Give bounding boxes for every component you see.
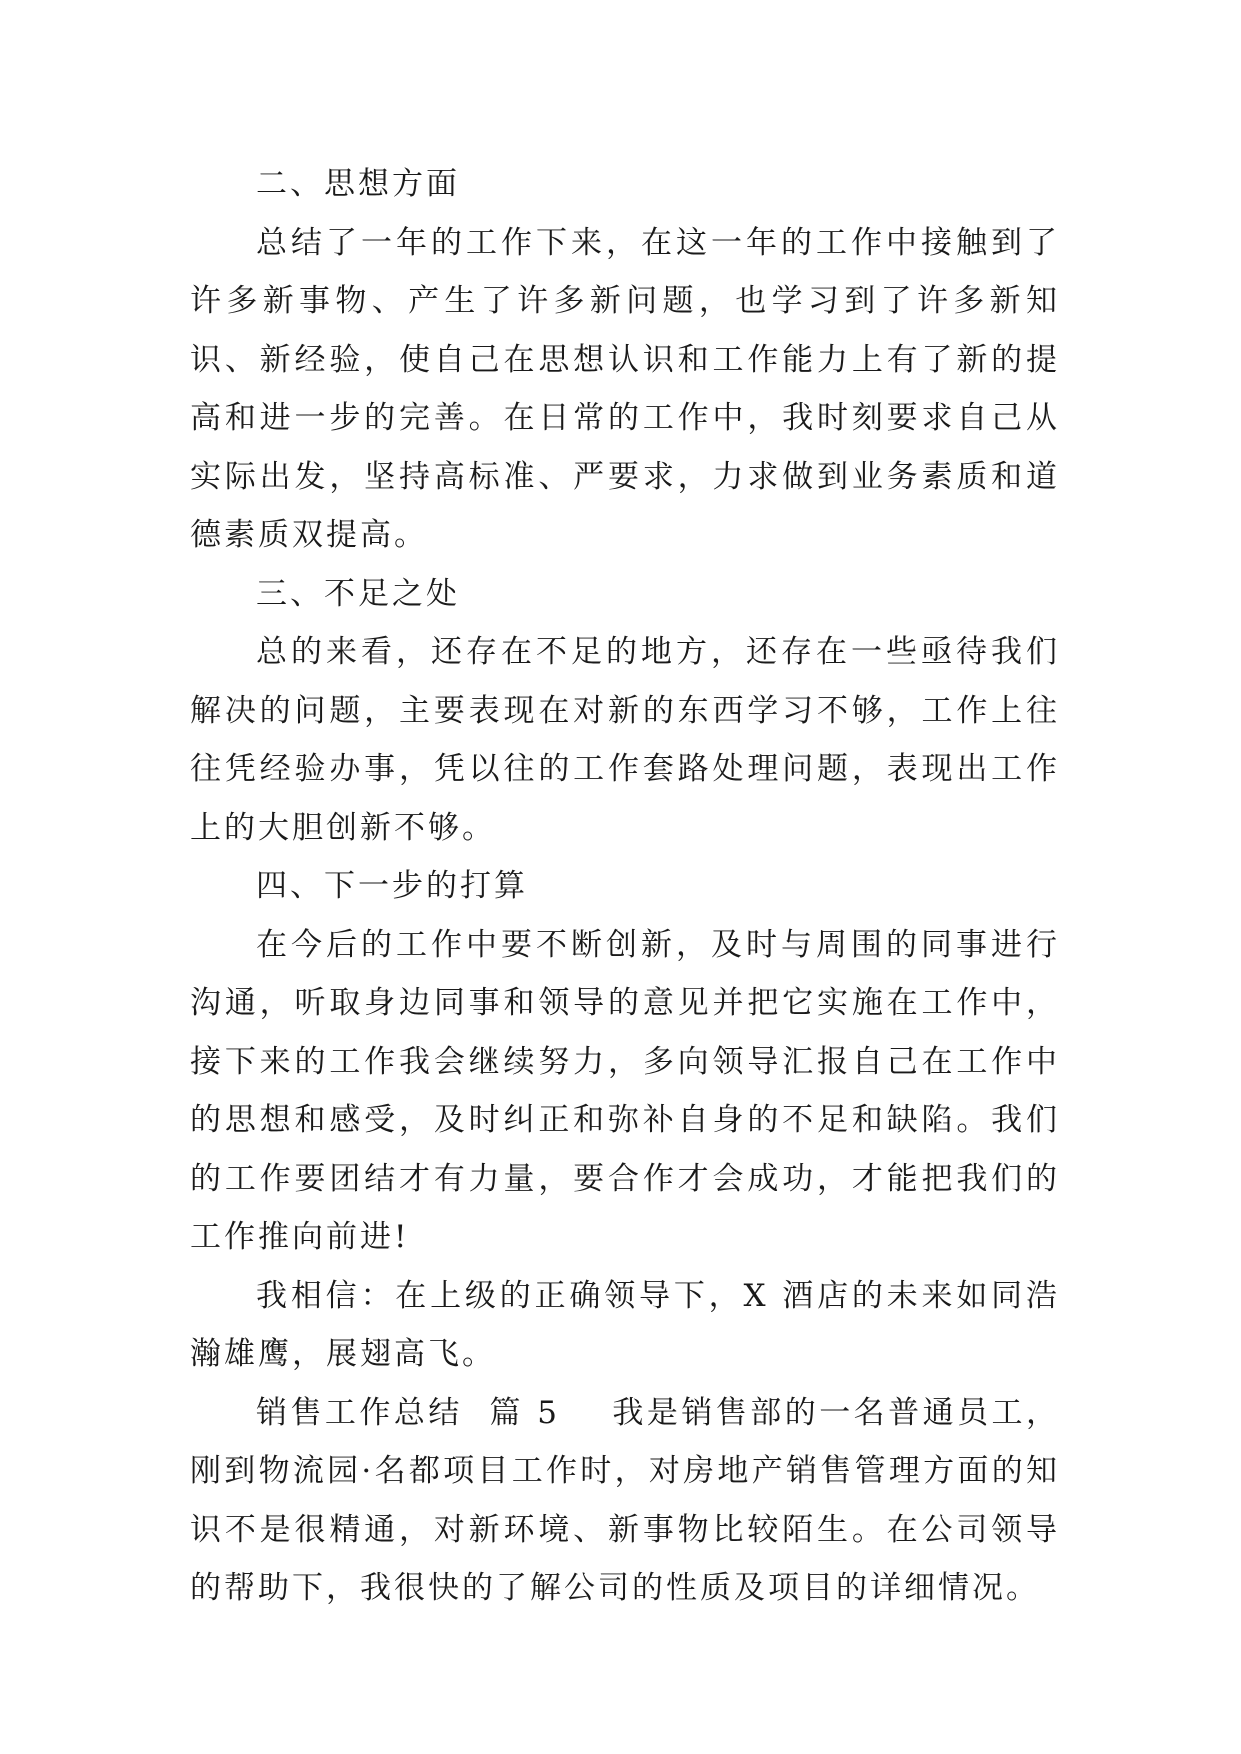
paragraph-shortcomings: 总的来看，还存在不足的地方，还存在一些亟待我们解决的问题，主要表现在对新的东西学习不够，工作上往往凭经验办事，凭以往的工作套路处理问题，表现出工作上的大胆创新不够。: [190, 634, 1060, 846]
document-body: [190, 155, 1060, 1618]
article-title: 销售工作总结: [256, 1394, 463, 1431]
section-heading-shortcomings: 三、不足之处: [256, 575, 460, 612]
section-heading-thoughts: 二、思想方面: [256, 166, 460, 202]
article-body: 我是销售部的一名普通员工，刚到物流园·名都项目工作时，对房地产销售管理方面的知识不是很精通，对新环境、新事物比较陌生。在公司领导的帮助下，我很快的了解公司的性质及项目的详细情况。: [190, 1394, 1061, 1606]
paragraph-next-steps: 在今后的工作中要不断创新，及时与周围的同事进行沟通，听取身边同事和领导的意见并把它实施在工作中，接下来的工作我会继续努力，多向领导汇报自己在工作中的思想和感受，及时纠正和弥补自身的不足和缺陷。我们的工作要团结才有力量，要合作才会成功，才能把我们的工作推向前进!: [190, 926, 1060, 1255]
section-heading-next-steps: 四、下一步的打算: [256, 868, 528, 904]
article-paragraph: [190, 1384, 1060, 1618]
article-part: 篇 5: [489, 1394, 560, 1431]
paragraph-belief: 我相信：在上级的正确领导下，X 酒店的未来如同浩瀚雄鹰，展翅高飞。: [190, 1277, 1060, 1372]
paragraph-thoughts: 总结了一年的工作下来，在这一年的工作中接触到了许多新事物、产生了许多新问题，也学习到了许多新知识、新经验，使自己在思想认识和工作能力上有了新的提高和进一步的完善。在日常的工作中，我时刻要求自己从实际出发，坚持高标准、严要求，力求做到业务素质和道德素质双提高。: [190, 224, 1060, 553]
